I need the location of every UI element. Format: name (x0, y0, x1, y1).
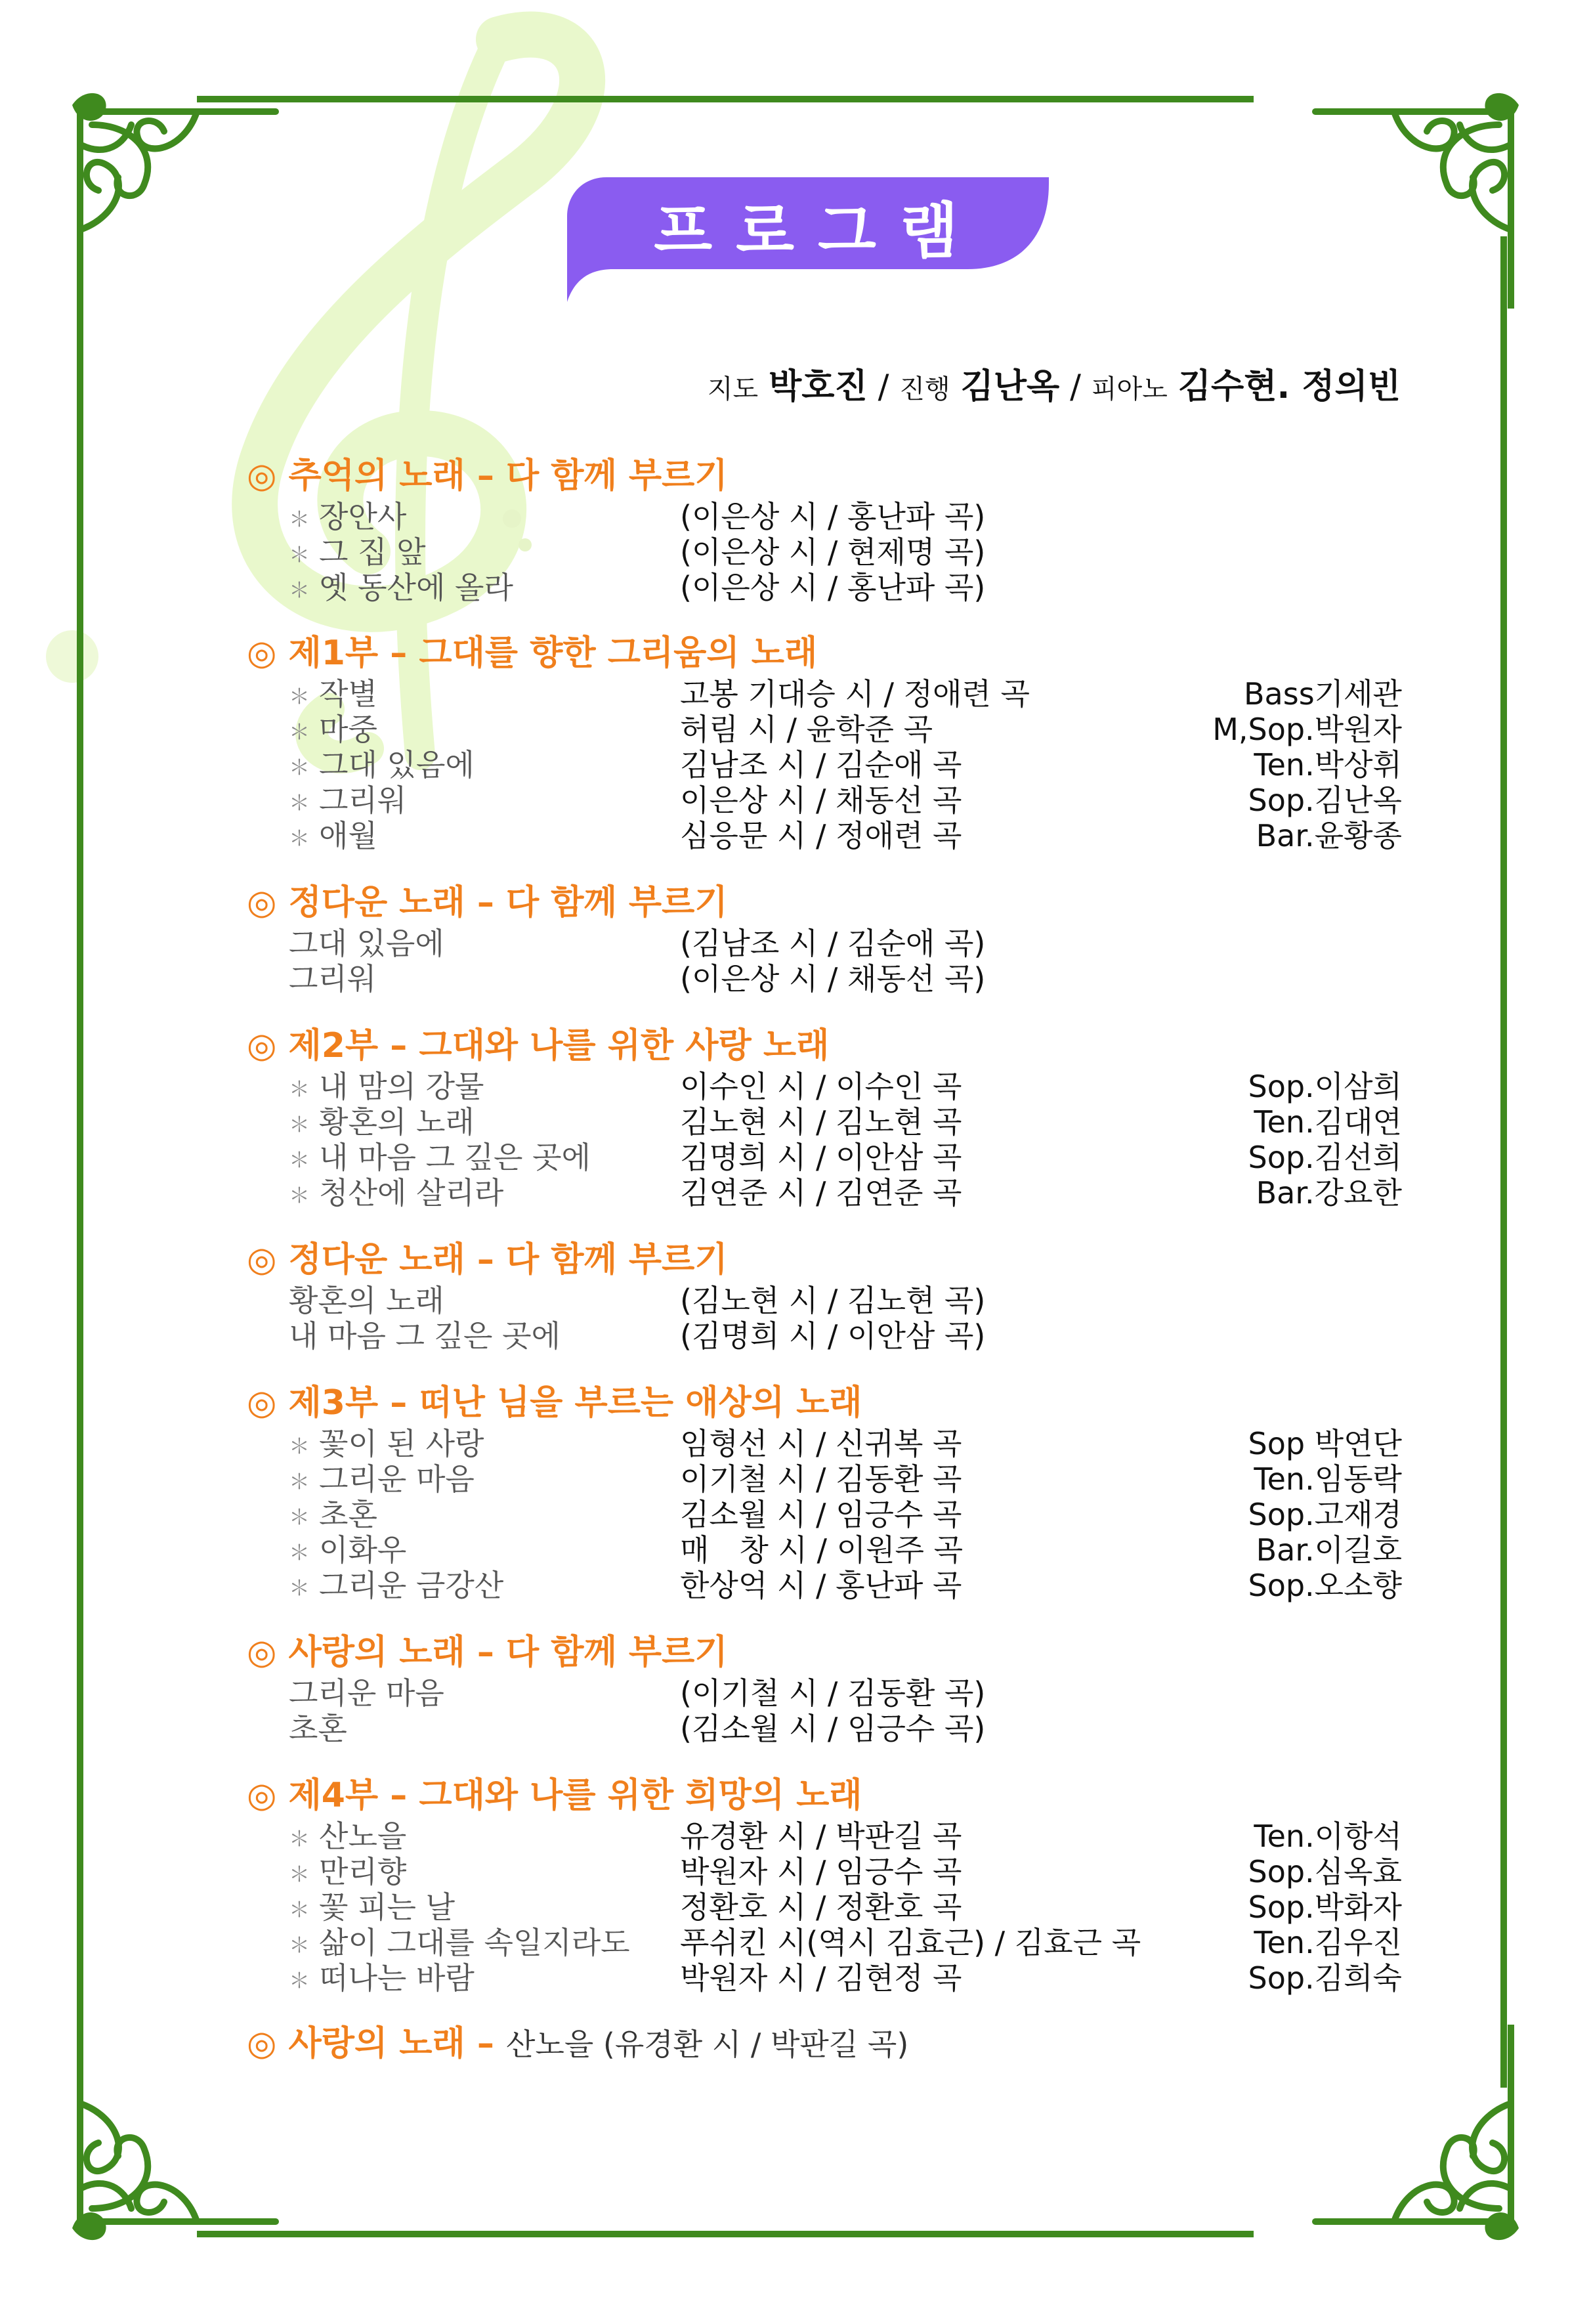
song-title (289, 1818, 406, 1857)
credit-name: 박호진 (769, 367, 868, 406)
song-title (289, 1960, 475, 1998)
bullet-icon: ＊ (289, 542, 310, 567)
program-item (247, 1925, 1402, 1960)
credit-role: 지도 (707, 374, 759, 404)
song-credit: (이은상 시 / 채동선 곡) (680, 961, 986, 997)
bullet-icon: ＊ (289, 1182, 310, 1208)
flourish-corner-icon (1302, 85, 1525, 309)
song-title-text: 초혼 (289, 1711, 347, 1746)
song-credit: 임형선 시 / 신귀복 곡 (680, 1426, 962, 1461)
bullet-icon: ＊ (289, 1932, 310, 1958)
program-list (247, 453, 1402, 2067)
section-mark: ◎ (247, 456, 277, 496)
section-title (247, 1380, 1402, 1426)
song-title-text: 꽃 피는 날 (319, 1889, 456, 1925)
credit-name: 김수현. 정의빈 (1177, 367, 1401, 406)
section-title (247, 1023, 1402, 1069)
song-title-text: 그 집 앞 (319, 534, 426, 570)
frame-top-line (197, 96, 1254, 102)
song-credit: 김명희 시 / 이안삼 곡 (680, 1140, 962, 1175)
program-item (247, 1675, 1402, 1711)
program-section (247, 1629, 1402, 1746)
song-title (289, 570, 513, 608)
section-title (247, 880, 1402, 926)
performer: Sop.박화자 (1248, 1889, 1402, 1925)
program-item (247, 1140, 1402, 1175)
bullet-icon: ＊ (289, 683, 310, 709)
song-title (289, 1532, 406, 1570)
frame-bottom-line (197, 2231, 1254, 2237)
song-credit: 푸쉬킨 시(역시 김효근) / 김효근 곡 (680, 1925, 1141, 1960)
song-title-text: 초혼 (319, 1497, 377, 1532)
section-title-text: 제4부 – 그대와 나를 위한 희망의 노래 (288, 1776, 862, 1815)
song-credit: (이은상 시 / 현제명 곡) (680, 534, 986, 570)
song-title-text: 애월 (319, 818, 377, 853)
song-title (289, 818, 377, 856)
song-title-text: 그리운 금강산 (319, 1568, 504, 1603)
song-title-text: 만리향 (319, 1854, 407, 1889)
song-title (289, 1318, 561, 1354)
performer: Bar.이길호 (1256, 1532, 1402, 1568)
section-title-text: 제3부 – 떠난 님을 부르는 애상의 노래 (288, 1383, 862, 1423)
section-title-text: 제1부 – 그대를 향한 그리움의 노래 (288, 634, 818, 673)
song-title (289, 1568, 503, 1606)
section-mark: ◎ (247, 2024, 277, 2063)
bullet-icon: ＊ (289, 1469, 310, 1494)
bullet-icon: ＊ (289, 754, 310, 780)
song-credit: 박원자 시 / 김현정 곡 (680, 1960, 962, 1996)
song-title (289, 1925, 630, 1963)
section-title-text: 사랑의 노래 – (288, 2024, 506, 2063)
bullet-icon: ＊ (289, 1575, 310, 1601)
performer: Ten.이항석 (1254, 1818, 1402, 1854)
bullet-icon: ＊ (289, 506, 310, 532)
song-credit: 매 창 시 / 이원주 곡 (680, 1532, 964, 1568)
section-title-text: 정다운 노래 – 다 함께 부르기 (288, 1240, 728, 1280)
bullet-icon: ＊ (289, 1111, 310, 1137)
song-title (289, 499, 406, 537)
song-title (289, 1675, 444, 1711)
bullet-icon: ＊ (289, 1861, 310, 1887)
program-item (247, 534, 1402, 570)
song-title-text: 내 맘의 강물 (319, 1069, 484, 1104)
song-title-text: 삶이 그대를 속일지라도 (319, 1925, 630, 1960)
page-title: 프로그램 (654, 196, 982, 267)
frame-right-line (1500, 236, 1507, 2088)
section-mark: ◎ (247, 1240, 277, 1280)
song-title (289, 1283, 444, 1318)
song-title (289, 926, 444, 961)
section-title-tail: 산노을 (유경환 시 / 박판길 곡) (505, 2027, 909, 2062)
section-title-text: 정다운 노래 – 다 함께 부르기 (288, 883, 728, 922)
song-title-text: 꽃이 된 사랑 (319, 1426, 484, 1461)
song-title-text: 산노을 (319, 1818, 407, 1854)
section-mark: ◎ (247, 1026, 277, 1065)
performer: Ten.김대연 (1254, 1104, 1402, 1140)
song-title-text: 그리운 마음 (289, 1675, 444, 1711)
song-title (289, 1711, 347, 1746)
section-mark: ◎ (247, 1633, 277, 1672)
song-credit: (이기철 시 / 김동환 곡) (680, 1675, 986, 1711)
performer: Sop.오소향 (1248, 1568, 1402, 1603)
performer: Sop 박연단 (1248, 1426, 1402, 1461)
song-title (289, 676, 377, 714)
program-item (247, 1318, 1402, 1354)
program-item (247, 1889, 1402, 1925)
bullet-icon: ＊ (289, 719, 310, 744)
song-credit: 한상억 시 / 홍난파 곡 (680, 1568, 962, 1603)
performer: Sop.김희숙 (1248, 1960, 1402, 1996)
credit-role: 피아노 (1091, 374, 1168, 404)
program-section (247, 880, 1402, 997)
program-section (247, 2021, 1402, 2067)
flourish-corner-icon (66, 85, 289, 309)
section-title (247, 1629, 1402, 1675)
program-item (247, 1497, 1402, 1532)
frame-left-line (77, 236, 83, 2088)
bullet-icon: ＊ (289, 577, 310, 603)
bullet-icon: ＊ (289, 1826, 310, 1851)
bullet-icon: ＊ (289, 790, 310, 815)
song-title (289, 712, 377, 750)
program-section (247, 1237, 1402, 1354)
bullet-icon: ＊ (289, 1076, 310, 1102)
song-title (289, 747, 475, 785)
program-item (247, 747, 1402, 783)
song-title-text: 이화우 (319, 1532, 407, 1568)
performer: Ten.김우진 (1254, 1925, 1402, 1960)
song-title (289, 1497, 377, 1535)
section-title-text: 제2부 – 그대와 나를 위한 사랑 노래 (288, 1026, 830, 1065)
program-item (247, 1818, 1402, 1854)
song-credit: 김소월 시 / 임긍수 곡 (680, 1497, 962, 1532)
song-title (289, 1889, 455, 1927)
section-mark: ◎ (247, 634, 277, 673)
program-section (247, 630, 1402, 853)
song-title (289, 1140, 591, 1178)
song-credit: (이은상 시 / 홍난파 곡) (680, 499, 986, 534)
song-credit: 허림 시 / 윤학준 곡 (680, 712, 933, 747)
performer: Bar.강요한 (1256, 1175, 1402, 1211)
song-title-text: 작별 (319, 676, 377, 712)
program-item (247, 570, 1402, 605)
section-mark: ◎ (247, 883, 277, 922)
song-title (289, 1175, 503, 1213)
program-item (247, 1532, 1402, 1568)
program-item (247, 1283, 1402, 1318)
program-item (247, 1175, 1402, 1211)
song-title-text: 황혼의 노래 (319, 1104, 475, 1140)
performer: Sop.김선희 (1248, 1140, 1402, 1175)
program-item (247, 1461, 1402, 1497)
section-mark: ◎ (247, 1776, 277, 1815)
song-title-text: 그대 있음에 (289, 926, 444, 961)
song-credit: (김남조 시 / 김순애 곡) (680, 926, 986, 961)
program-section (247, 453, 1402, 605)
song-title (289, 1461, 475, 1499)
credit-role: 진행 (899, 374, 950, 404)
song-title (289, 534, 426, 572)
song-credit: 심응문 시 / 정애련 곡 (680, 818, 962, 853)
song-title (289, 961, 376, 997)
bullet-icon: ＊ (289, 1897, 310, 1922)
song-title-text: 황혼의 노래 (289, 1283, 444, 1318)
performer: Sop.김난옥 (1248, 783, 1402, 818)
song-credit: 이은상 시 / 채동선 곡 (680, 783, 962, 818)
song-credit: (김명희 시 / 이안삼 곡) (680, 1318, 986, 1354)
performer: Sop.심옥효 (1248, 1854, 1402, 1889)
bullet-icon: ＊ (289, 1504, 310, 1530)
song-credit: (이은상 시 / 홍난파 곡) (680, 570, 986, 605)
section-title-text: 사랑의 노래 – 다 함께 부르기 (288, 1633, 728, 1672)
section-title (247, 2021, 1402, 2067)
program-item (247, 499, 1402, 534)
program-item (247, 1568, 1402, 1603)
section-title-text: 추억의 노래 – 다 함께 부르기 (288, 456, 728, 496)
program-item (247, 926, 1402, 961)
song-title-text: 그대 있음에 (319, 747, 475, 783)
song-credit: (김소월 시 / 임긍수 곡) (680, 1711, 986, 1746)
performer: Bass기세관 (1244, 676, 1402, 712)
program-item (247, 1069, 1402, 1104)
song-title-text: 내 마음 그 깊은 곳에 (319, 1140, 591, 1175)
program-item (247, 961, 1402, 997)
song-title (289, 1069, 484, 1107)
song-credit: 김노현 시 / 김노현 곡 (680, 1104, 962, 1140)
song-title (289, 1104, 475, 1142)
performer: Ten.임동락 (1254, 1461, 1402, 1497)
song-title-text: 떠나는 바람 (319, 1960, 475, 1996)
song-credit: 김남조 시 / 김순애 곡 (680, 747, 962, 783)
program-item (247, 1426, 1402, 1461)
bullet-icon: ＊ (289, 1147, 310, 1173)
bullet-icon: ＊ (289, 1539, 310, 1565)
song-title (289, 1854, 406, 1892)
section-title (247, 1773, 1402, 1818)
program-item (247, 1854, 1402, 1889)
program-item (247, 676, 1402, 712)
song-credit: 이수인 시 / 이수인 곡 (680, 1069, 962, 1104)
song-credit: (김노현 시 / 김노현 곡) (680, 1283, 986, 1318)
bullet-icon: ＊ (289, 1968, 310, 1993)
song-credit: 정환호 시 / 정환호 곡 (680, 1889, 962, 1925)
program-item (247, 783, 1402, 818)
program-section (247, 1023, 1402, 1211)
section-mark: ◎ (247, 1383, 277, 1423)
song-title-text: 마중 (319, 712, 377, 747)
performer: Bar.윤황종 (1256, 818, 1402, 853)
song-credit: 이기철 시 / 김동환 곡 (680, 1461, 962, 1497)
bullet-icon: ＊ (289, 1433, 310, 1459)
performer: Sop.이삼희 (1248, 1069, 1402, 1104)
performer: Sop.고재경 (1248, 1497, 1402, 1532)
song-credit: 유경환 시 / 박판길 곡 (680, 1818, 962, 1854)
song-title-text: 그리운 마음 (319, 1461, 475, 1497)
section-title (247, 1237, 1402, 1283)
section-title (247, 453, 1402, 499)
song-title (289, 783, 406, 821)
program-item (247, 712, 1402, 747)
credit-name: 김난옥 (960, 367, 1060, 406)
song-title-text: 청산에 살리라 (319, 1175, 504, 1211)
program-section (247, 1773, 1402, 1996)
program-section (247, 1380, 1402, 1603)
section-title (247, 630, 1402, 676)
bullet-icon: ＊ (289, 825, 310, 851)
song-title (289, 1426, 484, 1464)
program-item (247, 1711, 1402, 1746)
program-item (247, 818, 1402, 853)
song-title-text: 내 마음 그 깊은 곳에 (289, 1318, 561, 1354)
song-credit: 고봉 기대승 시 / 정애련 곡 (680, 676, 1030, 712)
song-credit: 박원자 시 / 임긍수 곡 (680, 1854, 962, 1889)
program-item (247, 1104, 1402, 1140)
performer: Ten.박상휘 (1254, 747, 1402, 783)
performer: M,Sop.박원자 (1212, 712, 1402, 747)
song-title-text: 그리워 (289, 961, 377, 997)
program-item (247, 1960, 1402, 1996)
song-title-text: 장안사 (319, 499, 407, 534)
song-credit: 김연준 시 / 김연준 곡 (680, 1175, 962, 1211)
song-title-text: 그리워 (319, 783, 407, 818)
credits-line: 지도 박호진 / 진행 김난옥 / 피아노 김수현. 정의빈 (707, 367, 1401, 406)
song-title-text: 옛 동산에 올라 (319, 570, 513, 605)
